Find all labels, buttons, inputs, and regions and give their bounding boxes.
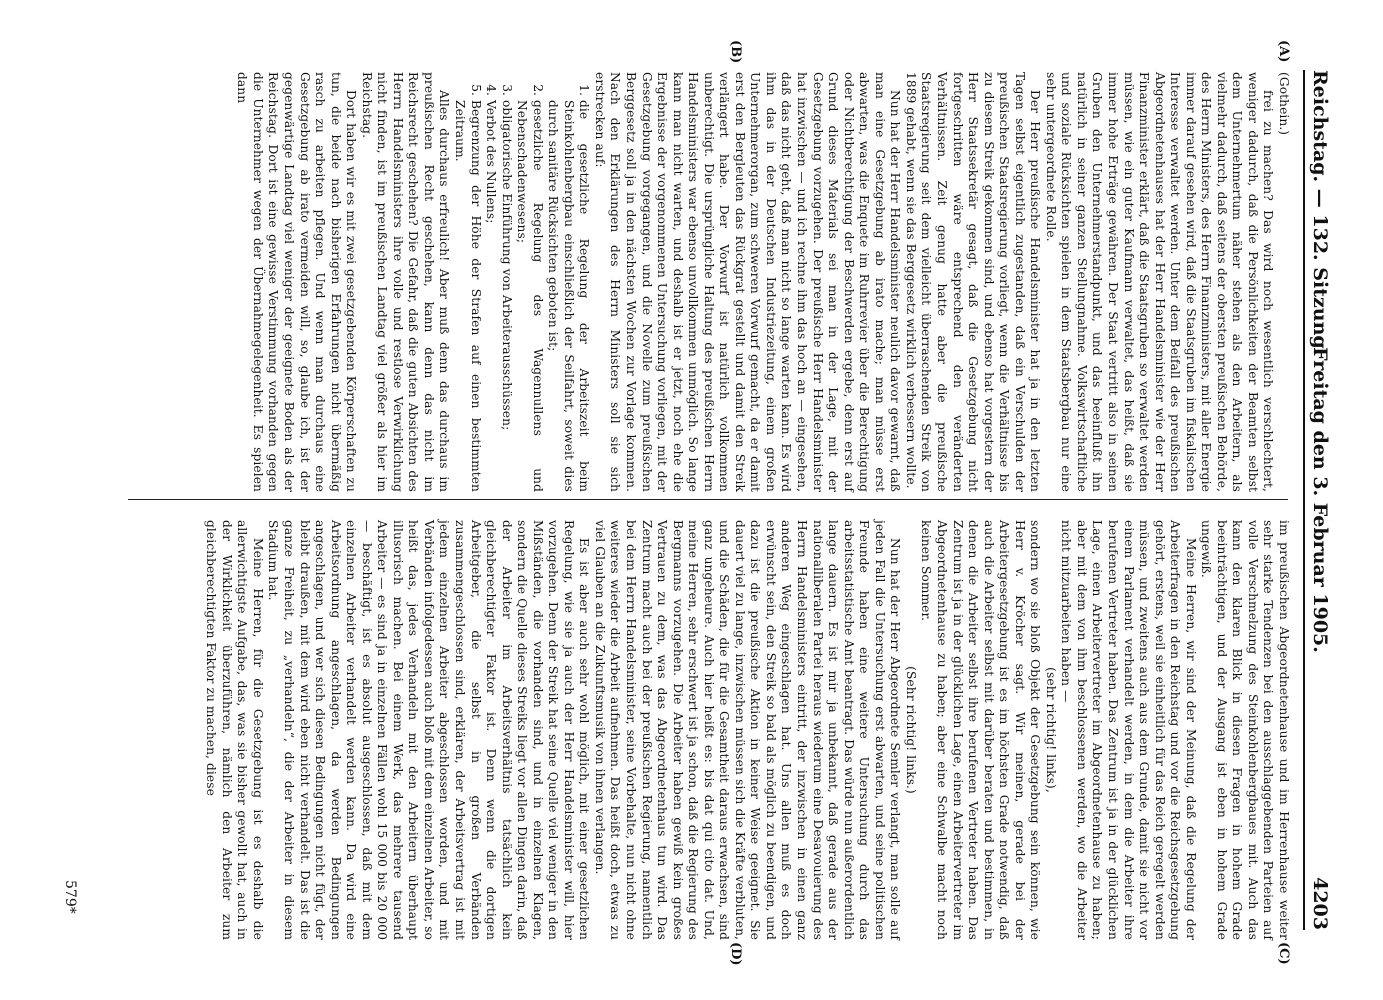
- list-item: 2. gesetzliche Regelung des Wagennullens und Nebenschadenwesens;: [514, 100, 545, 492]
- paragraph: Nun hat der Herr Handelsminister neulich davor gewarnt, daß man eine Gesetzgebung ab irato mache; man müsse erst abwarten, was die Enquete im Ruhrrevier über die Berechtigung oder Nichtberechtigung der Beschwerden ergebe, denn erst auf Grund dieses Materials sei man in der Lage, mit der Gesetzgebung vorzugehen. Der preußische Herr Handelsminister hat inzwischen — und ich rechne ihm das hoch an — eingesehen, daß das nicht geht, daß man nicht so lange warten kann. Es wird ihm das in der Deutschen Industriezeitung, einem großen Unternehmerorgan, zum schweren Vorwurf gemacht, da er damit erst den Bergleuten das Rückgrat gestellt und damit den Streik verlängert habe. Der Vorwurf ist natürlich vollkommen unberechtigt. Die ursprüngliche Haltung des preußischen Herrn Handelsministers war ebenso unvollkommen unmöglich. So lange kann man nicht warten, und deshalb ist er jetzt, noch ehe die Ergebnisse der vorgenommenen Untersuchung vorliegen, mit der Gesetzgebung vorgegangen, und die Novelle zum preußischen Berggesetz soll ja in den nächsten Wochen zur Vorlage kommen. Nach den Erklärungen des Herrn Ministers soll sie sich erstrecken auf:: [592, 72, 903, 492]
- list-item: 4. Verbot des Nullens;: [483, 100, 499, 492]
- header-date: Freitag den 3. Februar 1905.: [1309, 347, 1331, 653]
- interjection: (sehr richtig! links),: [1043, 667, 1058, 793]
- left-column: [234, 72, 1291, 492]
- margin-mark-b: (B): [728, 40, 743, 64]
- paragraph: Dort haben wir es mit zwei gesetzgebenden Körperschaften zu tun, die beide nach bisherigen Erfahrungen nicht übermäßig rasch zu arbeiten pflegen. Und wenn man durchaus eine Gesetzgebung ab irato vermeiden will, so, glaube ich, ist der gegenwärtige Landtag viel weniger der geeignete Boden als der Reichstag. Dort ist eine gewisse Verstimmung vorhanden gegen die Unternehmer wegen der Übernahmegelegenheit. Es spielen dann: [235, 72, 359, 492]
- right-column: [203, 520, 1291, 940]
- paragraph: Alles durchaus erfreulich! Aber muß denn das durchaus im preußischen Recht geschehen, kann denn das nicht im Reichsrecht geschehen? Die Gefahr, daß die guten Absichten des Herrn Handelsministers ihre volle und restlose Verwirklichung nicht finden, ist im preußischen Landtag viel größer als hier im Reichstag.: [359, 72, 452, 492]
- page-header: [1303, 70, 1331, 930]
- paragraph: frei zu machen? Das wird noch wesentlich verschlechtert, weniger dadurch, daß die Persönlichkeiten der Beamten selbst dem Unternehmertum näher stehen als den Arbeitern, als vielmehr dadurch, daß seitens der obersten preußischen Behörde, des Herrn Ministers, des Herrn Finanzministers, mit aller Energie immer darauf gesehen wird, daß die Staatsgruben im fiskalischen Interesse verwaltet werden. Unter dem Beifall des preußischen Abgeordnetenhauses hat der Herr Handelsminister wie der Herr Finanzminister erklärt, daß die Staatsgruben so verwaltet werden müssen, wie ein guter Kaufmann verwaltet, das heißt, daß sie immer hohe Erträge gewähren. Der Staat vertritt also in seinen Gruben den Unternehmerstandpunkt, und das beeinflußt ihn natürlich in seiner ganzen Stellungnahme. Volkswirtschaftliche und soziale Rücksichten spielen in dem Staatsbergbau nur eine sehr untergeordnete Rolle.: [1043, 72, 1276, 492]
- interjection: (Sehr richtig! links.): [903, 666, 918, 794]
- column-divider: [128, 499, 1288, 500]
- margin-mark-c: (C): [1276, 942, 1291, 965]
- paragraph: Der Herr preußische Handelsminister hat ja in den letzten Tagen selbst eigentlich zugestanden, daß ein Verschulden der preußischen Staatsregierung vorliegt, wenn die Verhältnisse bis zu diesem Streik gekommen sind, und ebenso hat vorgestern der Herr Staatssekretär gesagt, daß die Gesetzgebung nicht fortgeschritten wäre entsprechend den veränderten Verhältnissen. Zeit genug hatte aber die preußische Staatsregierung seit dem vielleicht überraschenden Streik von 1889 gehabt, wenn sie das Berggesetz wirklich verbessern wollte.: [903, 72, 1043, 492]
- paragraph: sondern wo sie bloß Objekt der Gesetzgebung sein können, wie Herr v. Kröcher sagt. Wir meinen, gerade bei der Arbeitergesetzgebung ist es im höchsten Grade notwendig, daß auch die Arbeiter selbst mit darüber beraten und bestimmen, in denen die Arbeiter selbst ihre berufenen Vertreter haben. Das Zentrum ist ja in der glücklichen Lage, einen Arbeitervertreter im Abgeordnetenhause zu haben; aber eine Schwalbe macht noch keinen Sommer.: [919, 520, 1043, 940]
- sheet-number: 579*: [62, 880, 78, 914]
- margin-mark-d: (D): [728, 942, 743, 966]
- paragraph: Meine Herren, wir sind der Meinung, daß die Regelung der Arbeiterfragen in den Reichstag und vor die Reichsgesetzgebung gehört, erstens, weil sie einheitlich für das Reich geregelt werden müssen, und zweitens auch aus dem Grunde, damit sie nicht vor einem Parlament verhandelt werden, in dem die Arbeiter ihre berufenen Vertreter haben. Das Zentrum ist ja in der glücklichen Lage, einen Arbeitervertreter im Abgeordnetenhause zu haben; aber mit dem von ihm beschlossenen werden, wo die Arbeiter nicht mitzuarbeiten haben —: [1059, 520, 1198, 940]
- law-list: [451, 72, 591, 492]
- speaker-label: (Gothein.): [1277, 72, 1291, 136]
- paragraph: im preußischen Abgeordnetenhause und im Herrenhause weiter sehr starke Tendenzen bei den ausschlaggebenden Parteien auf volle Verschmelzung des Steinkohlenbergbaues mit. Auch das kann den klaren Blick in diesen Fragen in hohem Grade beeinträchtigen, und der Ausgang ist eben in hohem Grade ungewiß.: [1199, 520, 1291, 940]
- page-number: 4203: [1309, 877, 1331, 930]
- list-item: 3. obligatorische Einführung von Arbeiterausschüssen;: [498, 100, 514, 492]
- list-item: 1. die gesetzliche Regelung der Arbeitszeit beim Steinkohlenbergbau einschließlich der Seilfahrt, soweit dies durch sanitäre Rücksichten geboten ist;: [545, 100, 592, 492]
- header-session: Reichstag. — 132. Sitzung.: [1309, 70, 1331, 356]
- paragraph: Nun hat der Herr Abgeordnete Semler verlangt, man solle auf jeden Fall die Untersuchung erst abwarten, und seine politischen Freunde haben eine weitere Untersuchung durch das arbeitsstatistische Amt beantragt. Das würde nun außerordentlich lange dauern. Es ist mir ja unbekannt, daß gerade aus der nationalliberalen Partei heraus wiederum eine Desavouierung des Herrn Handelsministers eintritt, der inzwischen in einen ganz anderen Weg eingeschlagen hat. Uns allen muß es doch erwünscht sein, den Streik so bald als möglich zu beendigen, und dazu ist die preußische Aktion in keiner Weise geeignet. Sie dauert viel zu lange, inzwischen müssen sich die Kräfte verbluten, und die Schäden, die für die Gesamtheit daraus erwachsen, sind ganz ungeheure. Auch hier heißt es: bis dat qui cito dat. Und, meine Herren, sehr erschwert ist ja schon, daß die Regierung des Bergmanns vorzugehen. Die Arbeiter haben gewiß kein großes Vertrauen zu dem, was das Abgeordnetenhaus tun wird. Das Zentrum macht auch bei der preußischen Regierung, namentlich bei dem Herrn Handelsminister, seine Vorbehalte, nun nicht ohne weiteres wieder die Arbeit aufnehmen. Das heißt doch, etwas zu viel Glauben an die Zukunftsmusik von ihnen verlangen.: [592, 520, 903, 940]
- margin-mark-a: (A): [1276, 40, 1291, 63]
- list-item: 5. Begrenzung der Höhe der Strafen auf einen bestimmten Zeitraum.: [451, 100, 482, 492]
- paragraph: Es ist aber auch sehr wohl möglich, mit einer gesetzlichen Regelung, wie sie ja auch der Herr Handelsminister will, hier vorzugehen. Denn der Streik hat seine Quelle viel weniger in den Mißständen, die vorhanden sind, und in einzelnen Klagen, sondern die Quelle dieses Streiks liegt vor allen Dingen darin, daß der Arbeiter im Arbeitsverhältnis tatsächlich kein gleichberechtigter Faktor ist. Denn wenn die dortigen Arbeitgeber, die selbst in großen Verbänden zusammengeschlossen sind, erklären, der Arbeitsvertrag ist mit jedem einzelnen Arbeiter abgeschlossen worden, und mit Verbänden infolgedessen auch bloß mit dem einzelnen Arbeiter, so heißt das, jedes Verhandeln mit den Arbeitern überhaupt illusorisch machen. Bei einem Werk, das mehrere tausend Arbeiter — es sind ja in einzelnen Fällen wohl 15 000 bis 20 000 — beschäftigt, ist es absolut ausgeschlossen, daß mit dem einzelnen Arbeiter verhandelt werden kann. Da wird eine Arbeitsordnung angeschlagen, da werden Bedingungen angeschlagen, und wer sich diesen Bedingungen nicht fügt, der bleibt draußen, mit dem wird eben nicht verhandelt. Das ist die ganze Freiheit, zu „verhandeln“, die der Arbeiter in diesem Stadium hat.: [266, 520, 592, 940]
- paragraph: Meine Herren, für die Gesetzgebung ist es deshalb die allerwichtigste Aufgabe, das, was sie bisher gewollt hat, auch in der Wirklichkeit überzuführen, nämlich den Arbeiter zum gleichberechtigten Faktor zu machen, diese: [204, 520, 265, 940]
